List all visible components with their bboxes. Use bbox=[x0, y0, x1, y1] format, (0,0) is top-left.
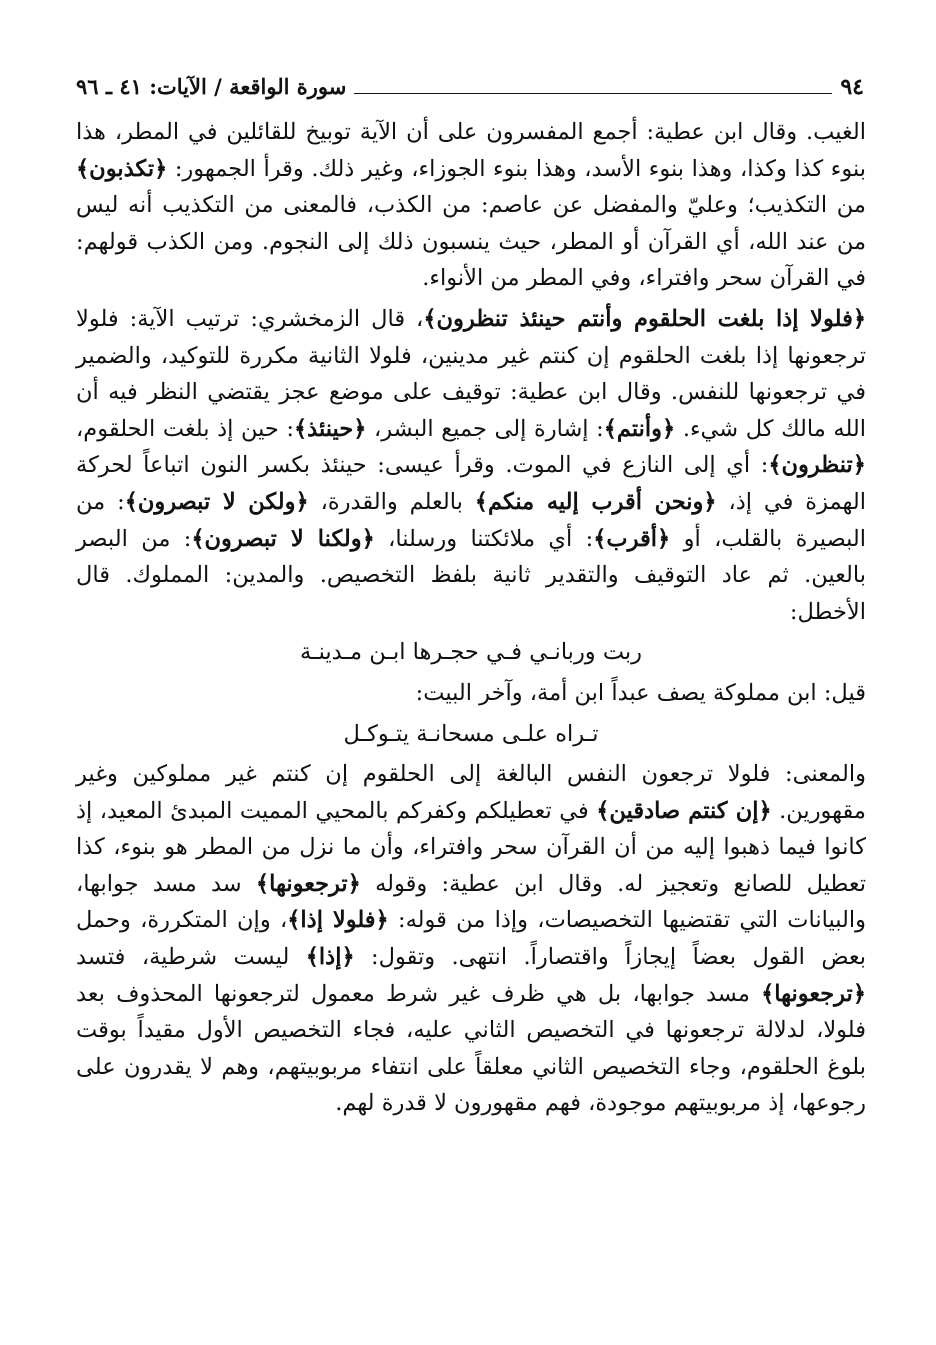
poetry-verse: ربت وربانـي فـي حجـرها ابـن مـدينـة bbox=[299, 639, 643, 666]
quran-citation: ﴿تنظرون﴾ bbox=[768, 452, 866, 479]
header-rule bbox=[354, 93, 832, 94]
paragraph: قيل: ابن مملوكة يصف عبداً ابن أمة، وآخر البيت: bbox=[415, 679, 866, 706]
quran-citation: ﴿ولكن لا تبصرون﴾ bbox=[124, 488, 309, 515]
paragraph: ﴿فلولا إذا بلغت الحلقوم وأنتم حينئذ تنظرون﴾، قال الزمخشري: ترتيب الآية: فلولا ترجعونها إذا بلغت الحلقوم إن كنتم غير مدينين، فلولا الثانية مكررة للتوكيد، والضمير في ترجعونها للنفس. وقال ابن عطية: توقيف على موضع عجز يقتضي النظر فيه أن الله مالك كل شيء. ﴿وأنتم﴾: إشارة إلى جميع البشر، ﴿حينئذ﴾: حين إذ بلغت الحلقوم، ﴿تنظرون﴾: أي إلى النازع في الموت. وقرأ عيسى: حينئذ بكسر النون اتباعاً لحركة الهمزة في إذ، ﴿ونحن أقرب إليه منكم﴾ بالعلم والقدرة، ﴿ولكن لا تبصرون﴾: من البصيرة بالقلب، أو ﴿أقرب﴾: أي ملائكتنا ورسلنا، ﴿ولكنا لا تبصرون﴾: من البصر بالعين. ثم عاد التوقيف والتقدير ثانية بلفظ التخصيص. والمدين: المملوك. قال الأخطل: bbox=[76, 305, 867, 625]
quran-citation: ﴿وأنتم﴾ bbox=[603, 415, 676, 442]
quran-citation: ﴿فلولا إذا﴾ bbox=[287, 907, 389, 934]
quran-citation: ﴿إن كنتم صادقين﴾ bbox=[596, 797, 772, 824]
page-number: ٩٤ bbox=[840, 74, 864, 100]
page-header bbox=[76, 66, 864, 100]
quran-citation: ﴿ترجعونها﴾ bbox=[761, 980, 866, 1007]
quran-citation: ﴿إذا﴾ bbox=[305, 944, 355, 971]
paragraph: الغيب. وقال ابن عطية: أجمع المفسرون على أن الآية توبيخ للقائلين في المطر، هذا بنوء كذا وكذا، وهذا بنوء الأسد، وهذا بنوء الجوزاء، وغير ذلك. وقرأ الجمهور: ﴿تكذبون﴾ من التكذيب؛ وعليّ والمفضل عن عاصم: من الكذب، فالمعنى من التكذيب أنه ليس من عند الله، أي القرآن أو المطر، حيث ينسبون ذلك إلى النجوم. ومن الكذب قولهم: في القرآن سحر وافتراء، وفي المطر من الأنواء. bbox=[76, 119, 866, 292]
chapter-title: سورة الواقعة / الآيات: ٤١ ـ ٩٦ bbox=[76, 74, 347, 99]
paragraph: والمعنى: فلولا ترجعون النفس البالغة إلى الحلقوم إن كنتم غير مملوكين وغير مقهورين. ﴿إن كنتم صادقين﴾ في تعطيلكم وكفركم بالمحيي المميت المبدئ المعيد، إذ كانوا فيما ذهبوا إليه من أن القرآن سحر وافتراء، وأن ما نزل من المطر هو بنوء، كذا تعطيل للصانع وتعجيز له. وقال ابن عطية: وقوله ﴿ترجعونها﴾ سد مسد جوابها، والبيانات التي تقتضيها التخصيصات، وإذا من قوله: ﴿فلولا إذا﴾، وإن المتكررة، وحمل بعض القول بعضاً إيجازاً واقتصاراً. انتهى. وتقول: ﴿إذا﴾ ليست شرطية، فتسد ﴿ترجعونها﴾ مسد جوابها، بل هي ظرف غير شرط معمول لترجعونها المحذوف بعد فلولا، لدلالة ترجعونها في التخصيص الثاني عليه، فجاء التخصيص الأول مقيداً بوقت بلوغ الحلقوم، وجاء التخصيص الثاني معلقاً على انتفاء مربوبيتهم، وهم لا يقدرون على رجوعها، إذ مربوبيتهم موجودة، فهم مقهورون لا قدرة لهم. bbox=[76, 761, 867, 1117]
quran-citation: ﴿ولكنا لا تبصرون﴾ bbox=[191, 525, 375, 552]
quran-citation: ﴿ونحن أقرب إليه منكم﴾ bbox=[474, 488, 717, 515]
quran-citation: ﴿حينئذ﴾ bbox=[293, 415, 367, 442]
quran-citation: ﴿تكذبون﴾ bbox=[76, 155, 168, 182]
page-body bbox=[76, 114, 866, 1122]
poetry-verse: تـراه علـى مسحانـة يتـوكـل bbox=[343, 720, 599, 747]
quran-citation: ﴿أقرب﴾ bbox=[593, 525, 671, 552]
quran-citation: ﴿فلولا إذا بلغت الحلقوم وأنتم حينئذ تنظرون﴾ bbox=[423, 305, 867, 332]
quran-citation: ﴿ترجعونها﴾ bbox=[255, 870, 361, 897]
